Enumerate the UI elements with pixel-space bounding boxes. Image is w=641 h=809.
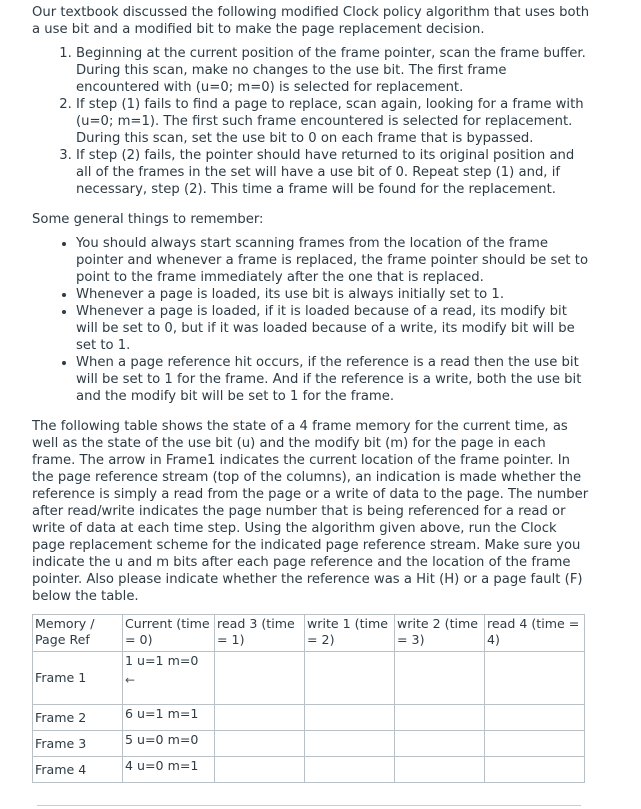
answer-cell[interactable] (485, 652, 585, 705)
answer-cell[interactable] (305, 731, 395, 757)
intro-paragraph: Our textbook discussed the following modified Clock policy algorithm that uses both a use bit and a modified bit to make the page replacement decision. (32, 5, 590, 37)
table-description: The following table shows the state of a 4 frame memory for the current time, as well as the state of the use bit (u) and the modify bit (m) for the page in each frame. The arrow in Frame1 indicates the current location of the frame pointer. In the page reference stream (top of the columns), an indication is made whether the reference is simply a read from the page or a write of data to the page. The number after read/write indicates the page number that is being referenced for a read or write of data at each time step. Using the algorithm given above, run the Clock page replacement scheme for the indicated page reference stream. Make sure you indicate the u and m bits after each page reference and the location of the frame pointer. Also please indicate whether the reference was a Hit (H) or a page fault (F) below the table. (32, 419, 589, 604)
header-time-1: read 3 (time = 1) (215, 615, 305, 652)
frame-current-value: 1 u=1 m=0 (125, 653, 199, 668)
frame-label: Frame 2 (33, 705, 123, 731)
document-body (32, 4, 592, 783)
answer-cell[interactable] (215, 757, 305, 783)
answer-cell[interactable] (485, 731, 585, 757)
answer-cell[interactable] (485, 705, 585, 731)
header-time-4: read 4 (time = 4) (485, 615, 585, 652)
header-current: Current (time = 0) (123, 615, 215, 652)
table-row (33, 757, 585, 783)
frame-current-value: 5 u=0 m=0 (123, 731, 215, 757)
frame-label: Frame 1 (33, 652, 123, 705)
answer-cell[interactable] (305, 757, 395, 783)
algorithm-step: 3. If step (2) fails, the pointer should have returned to its original position and all of the frames in the set will have a use bit of 0. Repeat step (1) and, if necessary, step (2). This time a frame will be found for the replacement. (76, 147, 592, 198)
frame-label: Frame 3 (33, 731, 123, 757)
answer-cell[interactable] (485, 757, 585, 783)
answer-cell[interactable] (215, 731, 305, 757)
algorithm-step: 1. Beginning at the current position of the frame pointer, scan the frame buffer. During this scan, make no changes to the use bit. The first frame encountered with (u=0; m=0) is selected for replacement. (76, 45, 592, 96)
answer-cell[interactable] (305, 705, 395, 731)
answer-cell[interactable] (305, 652, 395, 705)
algorithm-step: 2. If step (1) fails to find a page to replace, scan again, looking for a frame with (u=0; m=1). The first such frame encountered is selected for replacement. During this scan, set the use bit to 0 on each frame that is bypassed. (76, 96, 592, 147)
frame-pointer-arrow-icon: ← (125, 673, 136, 687)
table-row (33, 731, 585, 757)
frame-state-table (32, 614, 585, 783)
remember-heading: Some general things to remember: (32, 212, 264, 227)
bottom-divider (37, 805, 581, 806)
note-item: • You should always start scanning frames from the location of the frame pointer and whenever a frame is replaced, the frame pointer should be set to point to the frame immediately after the one that is replaced. (76, 235, 592, 286)
table-row (33, 705, 585, 731)
frame-current-cell (123, 652, 215, 705)
algorithm-steps (32, 45, 592, 198)
answer-cell[interactable] (395, 731, 485, 757)
note-item: • When a page reference hit occurs, if the reference is a read then the use bit will be set to 1 for the frame. And if the reference is a write, both the use bit and the modify bit will be set to 1 for the frame. (76, 354, 592, 405)
note-item: • Whenever a page is loaded, its use bit is always initially set to 1. (76, 286, 592, 303)
answer-cell[interactable] (395, 757, 485, 783)
answer-cell[interactable] (215, 652, 305, 705)
frame-current-value: 4 u=0 m=1 (123, 757, 215, 783)
answer-cell[interactable] (215, 705, 305, 731)
frame-label: Frame 4 (33, 757, 123, 783)
header-time-2: write 1 (time = 2) (305, 615, 395, 652)
header-memory: Memory / Page Ref (33, 615, 123, 652)
table-row (33, 652, 585, 705)
notes-list (32, 235, 592, 405)
answer-cell[interactable] (395, 652, 485, 705)
frame-current-value: 6 u=1 m=1 (123, 705, 215, 731)
header-time-3: write 2 (time = 3) (395, 615, 485, 652)
note-item: • Whenever a page is loaded, if it is loaded because of a read, its modify bit will be set to 0, but if it was loaded because of a write, its modify bit will be set to 1. (76, 303, 592, 354)
table-header-row (33, 615, 585, 652)
answer-cell[interactable] (395, 705, 485, 731)
